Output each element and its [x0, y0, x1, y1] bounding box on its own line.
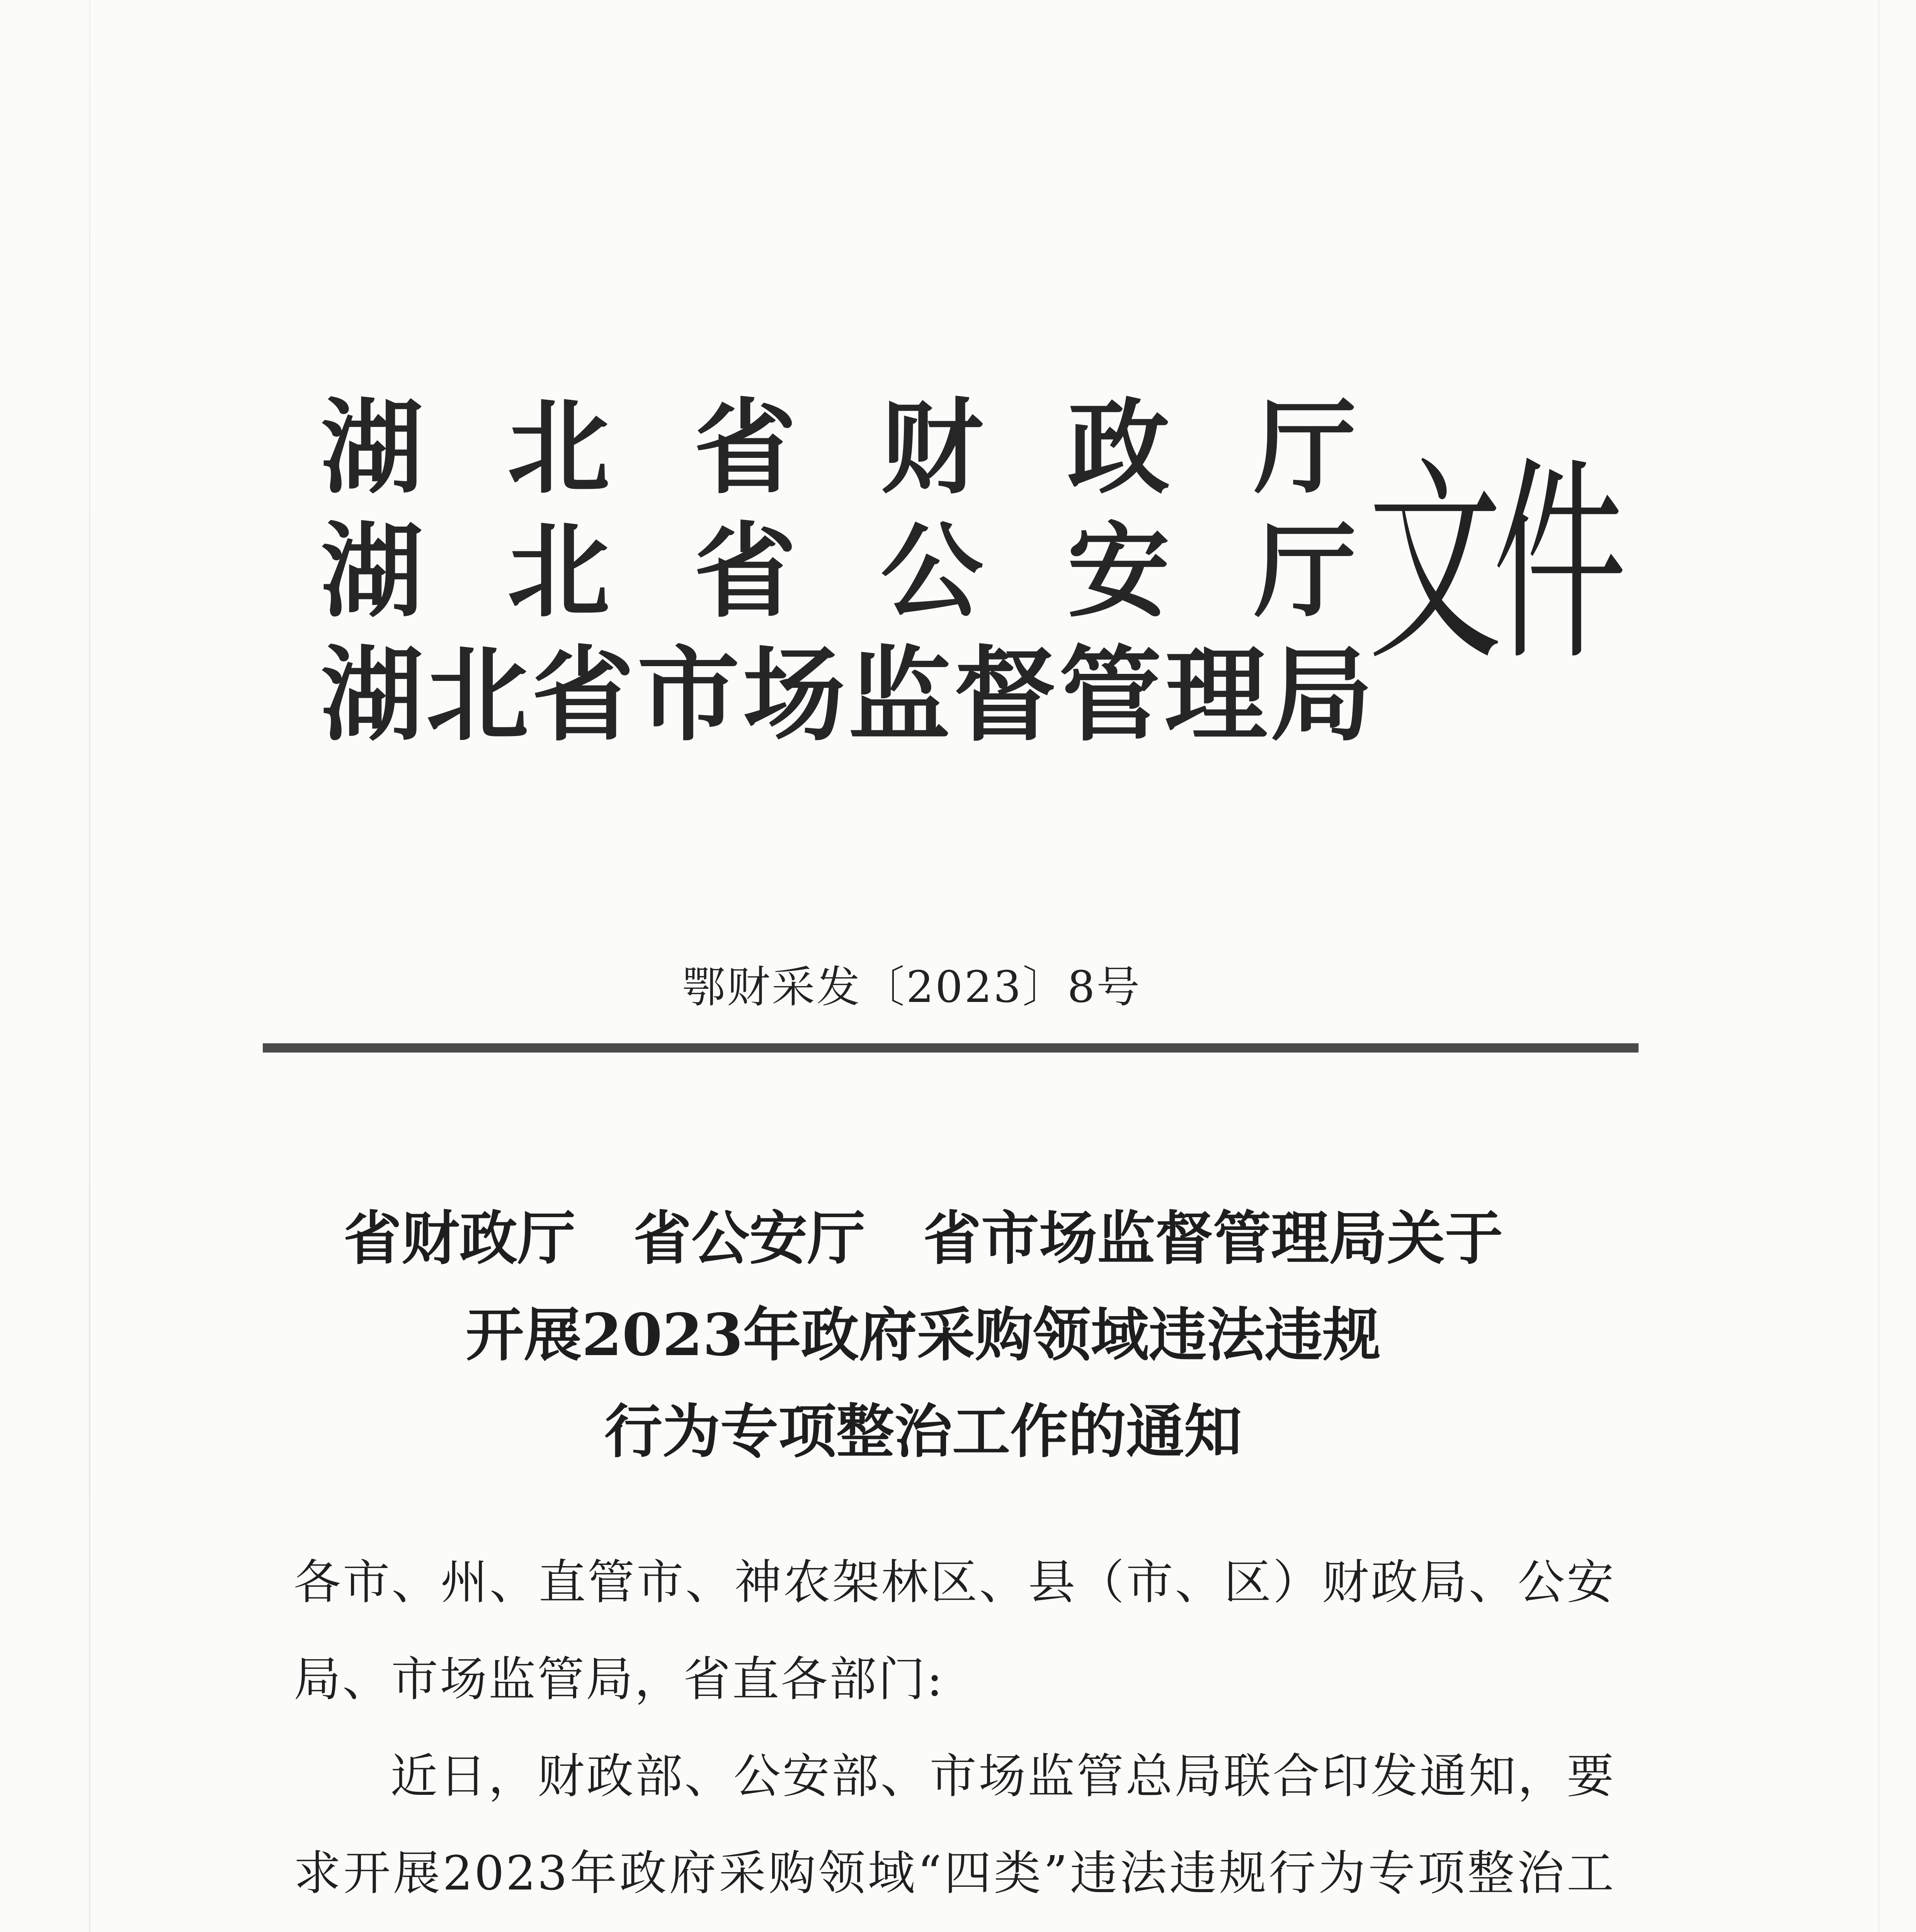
document-type-label: 文件: [1368, 438, 1617, 690]
body-line: 各市、州、直管市、神农架林区、县（市、区）财政局、公安: [294, 1555, 1615, 1610]
body-line: 局、市场监管局，省直各部门:: [294, 1652, 944, 1707]
title-line-1: 省财政厅 省公安厅 省市场监督管理局关于: [343, 1204, 1503, 1272]
document-title: [0, 1190, 1916, 1480]
header-divider-rule: [263, 1043, 1639, 1053]
scan-edge-right: [1878, 0, 1879, 1932]
body-line: 求开展2023年政府采购领域“四类”违法违规行为专项整治工: [294, 1846, 1615, 1901]
issuer-finance-dept: 湖 北 省 财 政 厅: [321, 389, 1356, 508]
body-line: [294, 1922, 1615, 1932]
issuer-market-regulation-bureau: 湖北省市场监督管理局: [321, 636, 1376, 755]
issuer-public-security-dept: 湖 北 省 公 安 厅: [321, 512, 1356, 631]
body-line: 近日，财政部、公安部、市场监管总局联合印发通知，要: [390, 1749, 1615, 1804]
title-line-3: 行为专项整治工作的通知: [604, 1398, 1242, 1466]
document-body: [294, 1534, 1615, 1932]
document-number: 鄂财采发〔2023〕8号: [682, 962, 1142, 1012]
title-line-2: 开展2023年政府采购领域违法违规: [466, 1301, 1381, 1369]
